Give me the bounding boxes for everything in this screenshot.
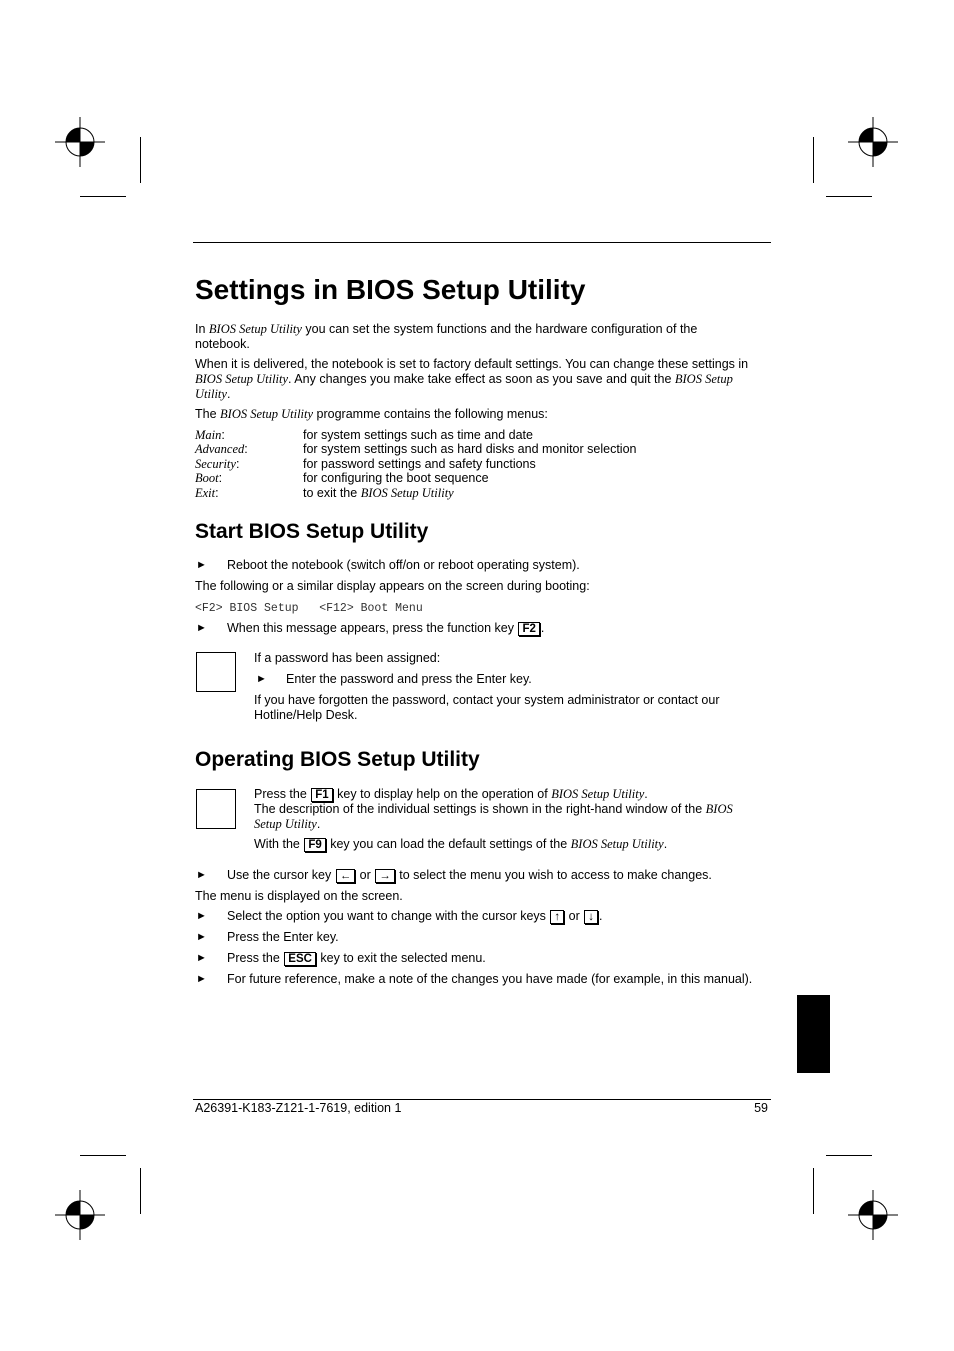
key-esc: ESC [284, 952, 316, 966]
section-thumb-tab [797, 995, 830, 1073]
bullet-icon: ► [196, 910, 207, 922]
note-help-f1: Press the F1 key to display help on the operation of BIOS Setup Utility. The description of the individual settings is shown in the right-hand window of the BIOS Setup Utility. [254, 787, 733, 831]
header-rule [193, 242, 771, 243]
menu-name-main: Main: [195, 428, 225, 442]
menu-name-exit: Exit: [195, 486, 219, 500]
menu-desc-security: for password settings and safety functions [303, 457, 536, 471]
bullet-icon: ► [196, 952, 207, 964]
note-icon [196, 789, 236, 829]
crop-mark [80, 196, 126, 197]
key-arrow-down: ↓ [584, 910, 598, 924]
registration-mark-top-right [848, 117, 898, 167]
menu-name-security: Security: [195, 457, 240, 471]
bullet-icon: ► [196, 973, 207, 985]
note-icon [196, 652, 236, 692]
intro-paragraph-1: In BIOS Setup Utility you can set the system functions and the hardware configuration of the notebook. [195, 322, 698, 351]
menu-name-boot: Boot: [195, 471, 223, 485]
intro-paragraph-3: The BIOS Setup Utility programme contains the following menus: [195, 407, 548, 421]
start-step-2: When this message appears, press the function key F2 . [227, 621, 545, 635]
key-arrow-up: ↑ [550, 910, 564, 924]
crop-mark [813, 137, 814, 183]
menu-desc-main: for system settings such as time and date [303, 428, 533, 442]
registration-mark-bottom-left [55, 1190, 105, 1240]
operating-step-1: Use the cursor key ← or → to select the menu you wish to access to make changes. [227, 868, 712, 882]
operating-step-5: For future reference, make a note of the changes you have made (for example, in this manual). [227, 972, 753, 986]
crop-mark [826, 1155, 872, 1156]
footer-document-id: A26391-K183-Z121-1-7619, edition 1 [195, 1101, 402, 1115]
menu-desc-boot: for configuring the boot sequence [303, 471, 489, 485]
heading-start-bios: Start BIOS Setup Utility [195, 520, 429, 543]
bullet-icon: ► [196, 869, 207, 881]
note-password-step: Enter the password and press the Enter key. [286, 672, 532, 686]
crop-mark [140, 1168, 141, 1214]
page-number: 59 [754, 1101, 768, 1115]
key-arrow-right: → [375, 869, 395, 883]
note-defaults-f9: With the F9 key you can load the default settings of the BIOS Setup Utility. [254, 837, 668, 851]
operating-step-2: Select the option you want to change with the cursor keys ↑ or ↓ . [227, 909, 603, 923]
operating-paragraph: The menu is displayed on the screen. [195, 889, 403, 903]
start-paragraph: The following or a similar display appears on the screen during booting: [195, 579, 590, 593]
crop-mark [140, 137, 141, 183]
footer-rule [193, 1099, 771, 1100]
menu-name-advanced: Advanced: [195, 442, 248, 456]
crop-mark [826, 196, 872, 197]
heading-operating-bios: Operating BIOS Setup Utility [195, 748, 480, 771]
operating-step-3: Press the Enter key. [227, 930, 339, 944]
menu-desc-exit: to exit the BIOS Setup Utility [303, 486, 454, 500]
key-f2: F2 [518, 622, 539, 636]
boot-message-code: <F2> BIOS Setup <F12> Boot Menu [195, 602, 423, 615]
start-step-1: Reboot the notebook (switch off/on or reboot operating system). [227, 558, 580, 572]
crop-mark [80, 1155, 126, 1156]
note-password-intro: If a password has been assigned: [254, 651, 441, 665]
bullet-icon: ► [256, 673, 267, 685]
registration-mark-bottom-right [848, 1190, 898, 1240]
intro-paragraph-2: When it is delivered, the notebook is set to factory default settings. You can change these settings in BIOS Setup Utility. Any changes you make take effect as soon as you save and quit the BIOS Setup Utility. [195, 357, 749, 401]
key-f1: F1 [311, 788, 332, 802]
key-arrow-left: ← [336, 869, 356, 883]
bullet-icon: ► [196, 559, 207, 571]
crop-mark [813, 1168, 814, 1214]
menu-desc-advanced: for system settings such as hard disks and monitor selection [303, 442, 637, 456]
operating-step-4: Press the ESC key to exit the selected menu. [227, 951, 486, 965]
note-password-forgotten: If you have forgotten the password, contact your system administrator or contact our Hotline/Help Desk. [254, 693, 720, 722]
page-title: Settings in BIOS Setup Utility [195, 274, 586, 305]
key-f9: F9 [304, 838, 325, 852]
registration-mark-top-left [55, 117, 105, 167]
bullet-icon: ► [196, 622, 207, 634]
bullet-icon: ► [196, 931, 207, 943]
